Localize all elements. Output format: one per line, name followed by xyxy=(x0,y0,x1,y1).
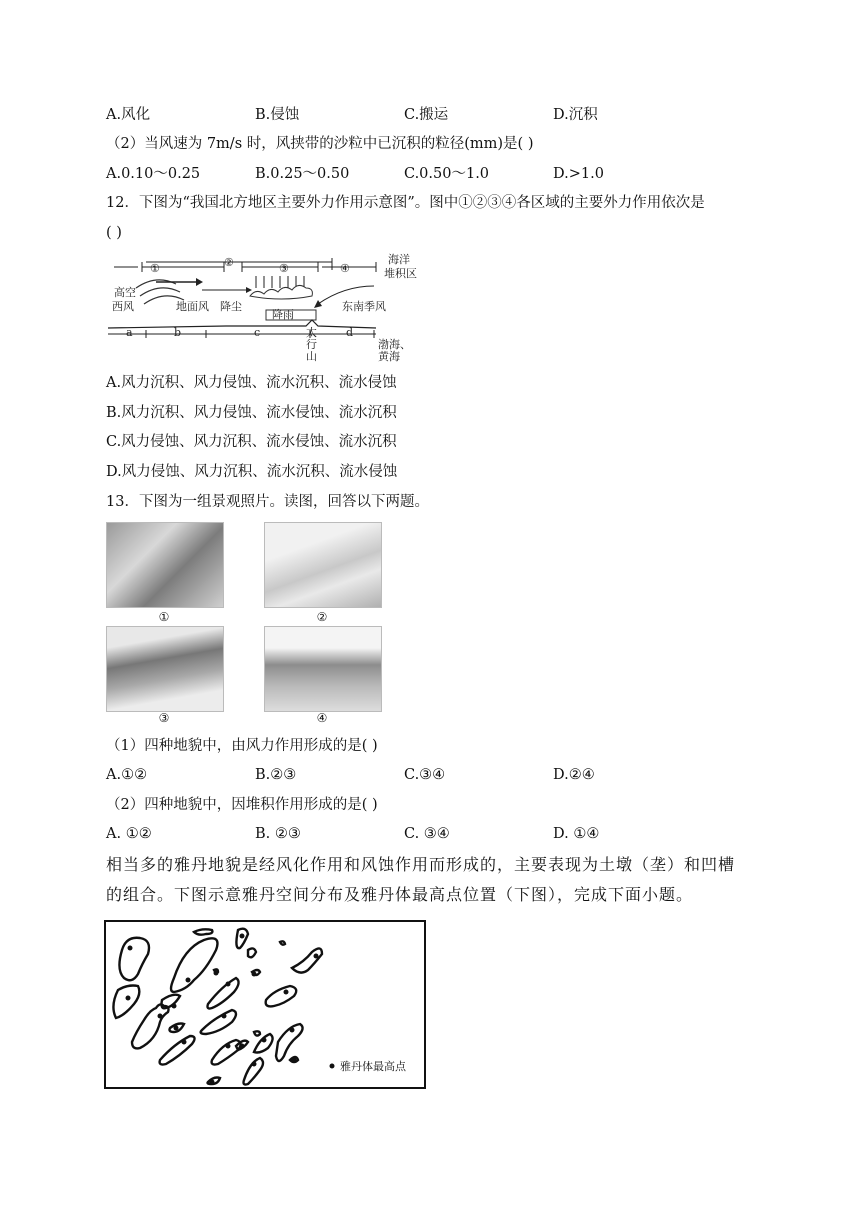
sea-label-2: 堆积区 xyxy=(384,267,417,280)
yardang-distribution-map xyxy=(104,920,426,1090)
option-c[interactable]: C.搬运 xyxy=(404,107,449,123)
option-d[interactable]: D.沉积 xyxy=(553,107,598,123)
landscape-photo-4 xyxy=(264,626,382,712)
q12-option-a[interactable]: A.风力沉积、风力侵蚀、流水沉积、流水侵蚀 xyxy=(106,375,397,391)
segment-b: b xyxy=(174,326,182,339)
passage-line-2: 的组合。下图示意雅丹空间分布及雅丹体最高点位置（下图），完成下面小题。 xyxy=(106,885,694,904)
mountain-label-1: 太 xyxy=(306,326,317,339)
sea-name-2: 黄海 xyxy=(378,350,400,363)
q13-sub1-stem: （1）四种地貌中，由风力作用形成的是( ) xyxy=(106,738,378,754)
q11-sub2-stem: （2）当风速为 7m/s 时，风挟带的沙粒中已沉积的粒径(mm)是( ) xyxy=(106,136,534,152)
q13-sub1-option-c[interactable]: C.③④ xyxy=(404,767,446,783)
q13-sub2-option-c[interactable]: C. ③④ xyxy=(404,826,450,842)
legend-label: 雅丹体最高点 xyxy=(340,1060,406,1073)
q11-sub2-option-a[interactable]: A.0.10～0.25 xyxy=(106,166,201,182)
q13-sub1-option-a[interactable]: A.①② xyxy=(106,767,148,783)
photo-caption-4: ④ xyxy=(316,711,328,725)
mountain-label-2: 行 xyxy=(306,338,317,351)
q12-option-d[interactable]: D.风力侵蚀、风力沉积、流水沉积、流水侵蚀 xyxy=(106,464,398,480)
photo-caption-1: ① xyxy=(158,610,170,624)
zone-2-label: ② xyxy=(224,256,234,269)
landscape-photo-1 xyxy=(106,522,224,608)
q13-stem: 13．下图为一组景观照片。读图，回答以下两题。 xyxy=(106,494,429,510)
zone-1-label: ① xyxy=(150,262,160,275)
landscape-photo-2 xyxy=(264,522,382,608)
q12-stem-line2: ( ) xyxy=(106,225,122,241)
sea-name-1: 渤海、 xyxy=(378,338,411,351)
segment-a: a xyxy=(126,326,133,339)
legend-dot xyxy=(330,1064,335,1069)
option-a[interactable]: A.风化 xyxy=(106,107,151,123)
photo-caption-2: ② xyxy=(316,610,328,624)
q11-sub2-option-c[interactable]: C.0.50～1.0 xyxy=(404,166,490,182)
q13-sub2-option-b[interactable]: B. ②③ xyxy=(255,826,301,842)
q13-sub2-option-d[interactable]: D. ①④ xyxy=(553,826,600,842)
landscape-photo-3 xyxy=(106,626,224,712)
passage-line-1: 相当多的雅丹地貌是经风化作用和风蚀作用而形成的，主要表现为土墩（垄）和凹槽 xyxy=(106,855,736,874)
q13-sub2-stem: （2）四种地貌中，因堆积作用形成的是( ) xyxy=(106,797,378,813)
zone-3-label: ③ xyxy=(279,262,289,275)
q13-sub2-option-a[interactable]: A. ①② xyxy=(106,826,152,842)
zone-4-label: ④ xyxy=(340,262,350,275)
sea-label-1: 海洋 xyxy=(388,253,410,266)
high-wind-label-1: 高空 xyxy=(114,286,136,299)
q11-sub2-option-d[interactable]: D.>1.0 xyxy=(553,166,604,182)
photo-caption-3: ③ xyxy=(158,711,170,725)
segment-c: c xyxy=(254,326,261,339)
high-wind-label-2: 西风 xyxy=(112,300,134,313)
q12-option-b[interactable]: B.风力沉积、风力侵蚀、流水侵蚀、流水沉积 xyxy=(106,405,397,421)
segment-d: d xyxy=(346,326,354,339)
mountain-label-3: 山 xyxy=(306,350,317,363)
dust-fall-label: 降尘 xyxy=(220,300,242,313)
option-b[interactable]: B.侵蚀 xyxy=(255,107,300,123)
external-forces-diagram xyxy=(106,250,426,366)
q11-sub2-option-b[interactable]: B.0.25～0.50 xyxy=(255,166,350,182)
q13-sub1-option-b[interactable]: B.②③ xyxy=(255,767,297,783)
q13-sub1-option-d[interactable]: D.②④ xyxy=(553,767,595,783)
ground-wind-label: 地面风 xyxy=(176,300,209,313)
q12-stem-line1: 12．下图为“我国北方地区主要外力作用示意图”。图中①②③④各区域的主要外力作用依次是 xyxy=(106,195,705,211)
q12-option-c[interactable]: C.风力侵蚀、风力沉积、流水侵蚀、流水沉积 xyxy=(106,434,397,450)
monsoon-label: 东南季风 xyxy=(342,300,386,313)
rain-label: 降雨 xyxy=(272,308,294,321)
